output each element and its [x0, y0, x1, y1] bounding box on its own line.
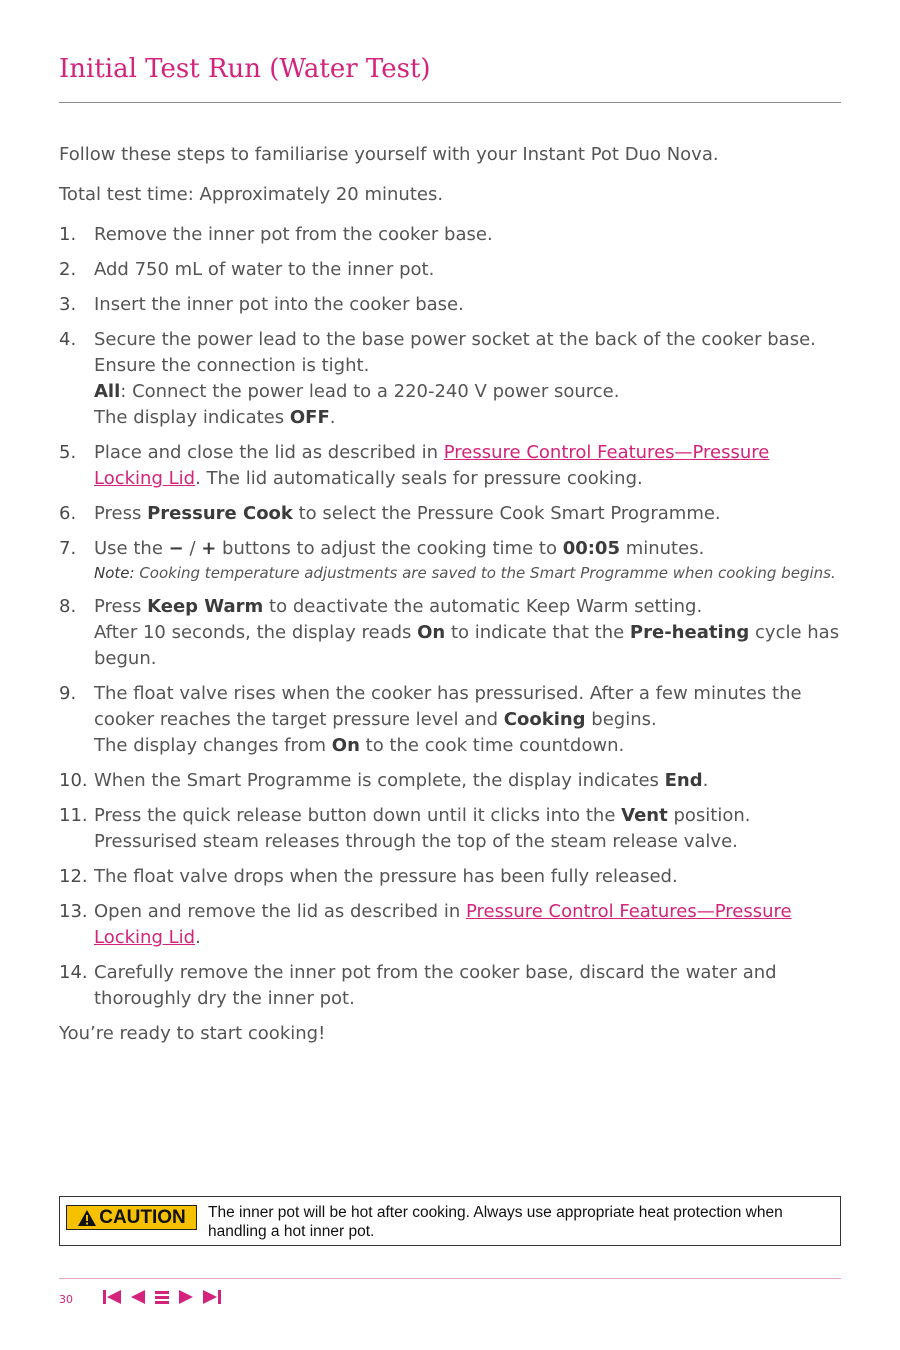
step-number: 9. [59, 683, 77, 704]
step-text: Carefully remove the inner pot from the cooker base, discard the water and thoroughly dry the inner pot. [94, 962, 777, 1009]
step-5 [59, 440, 841, 492]
step-text: to indicate that the [445, 622, 630, 643]
first-page-icon[interactable] [102, 1289, 122, 1305]
step-text: Pressurised steam releases through the top of the steam release valve. [94, 831, 738, 852]
pressure-cook-label: Pressure Cook [147, 503, 293, 524]
footer-divider [59, 1278, 841, 1279]
cooking-label: Cooking [503, 709, 586, 730]
page-number: 30 [59, 1293, 73, 1306]
title-divider [59, 102, 841, 103]
pressure-locking-lid-link[interactable]: Pressure Control Features—Pressure Locking Lid [94, 442, 770, 489]
time-value: 00:05 [562, 538, 620, 559]
step-text: . The lid automatically seals for pressure cooking. [195, 468, 643, 489]
step-text: position. [667, 805, 751, 826]
step-number: 4. [59, 329, 77, 350]
step-text: cycle has begun. [94, 622, 840, 669]
caution-box [59, 1196, 841, 1246]
display-value-end: End [664, 770, 703, 791]
step-text: . [702, 770, 709, 791]
display-value-on: On [331, 735, 360, 756]
step-text: Open and remove the lid as described in [94, 901, 466, 922]
step-number: 2. [59, 259, 77, 280]
step-text: / [183, 538, 202, 559]
page-title: Initial Test Run (Water Test) [59, 54, 431, 84]
pre-heating-label: Pre-heating [629, 622, 750, 643]
step-number: 11. [59, 805, 88, 826]
total-time-text: Total test time: Approximately 20 minutes. [59, 184, 444, 205]
vent-label: Vent [621, 805, 668, 826]
step-text: The display indicates [94, 407, 290, 428]
step-text: Press the quick release button down until it clicks into the [94, 805, 622, 826]
step-number: 1. [59, 224, 77, 245]
step-text: Remove the inner pot from the cooker base. [94, 224, 493, 245]
step-3 [59, 292, 841, 318]
step-13 [59, 899, 841, 951]
display-value-off: OFF [289, 407, 330, 428]
step-text: The float valve rises when the cooker has pressurised. After a few minutes the cooker reaches the target pressure level and [94, 683, 802, 730]
keep-warm-label: Keep Warm [147, 596, 264, 617]
step-9 [59, 681, 841, 759]
display-value-on: On [417, 622, 446, 643]
step-text: to the cook time countdown. [359, 735, 625, 756]
step-7 [59, 536, 841, 585]
note-label: Note: [94, 564, 135, 582]
step-text: Use the [94, 538, 169, 559]
step-text: Secure the power lead to the base power socket at the back of the cooker base. Ensure the connection is tight. [94, 329, 816, 376]
page-navigation [102, 1289, 222, 1305]
main-content [59, 142, 841, 1061]
step-number: 5. [59, 442, 77, 463]
step-number: 6. [59, 503, 77, 524]
step-text: to select the Pressure Cook Smart Programme. [292, 503, 721, 524]
table-of-contents-icon[interactable] [154, 1289, 170, 1305]
step-number: 12. [59, 866, 88, 887]
step-number: 10. [59, 770, 88, 791]
step-6 [59, 501, 841, 527]
step-text: buttons to adjust the cooking time to [216, 538, 563, 559]
step-number: 8. [59, 596, 77, 617]
step-number: 7. [59, 538, 77, 559]
pressure-locking-lid-link[interactable]: Pressure Control Features—Pressure Locking Lid [94, 901, 792, 948]
step-text: The float valve drops when the pressure has been fully released. [94, 866, 678, 887]
step-1 [59, 222, 841, 248]
step-14 [59, 960, 841, 1012]
step-text: . [195, 927, 201, 948]
step-text: minutes. [619, 538, 705, 559]
caution-text: The inner pot will be hot after cooking. Always use appropriate heat protection when handling a hot inner pot. [208, 1204, 783, 1240]
step-number: 14. [59, 962, 88, 983]
last-page-icon[interactable] [202, 1289, 222, 1305]
steps-list [59, 222, 841, 1012]
step-text: Insert the inner pot into the cooker base. [94, 294, 464, 315]
previous-page-icon[interactable] [130, 1289, 146, 1305]
step-text: begins. [585, 709, 657, 730]
step-text: Add 750 mL of water to the inner pot. [94, 259, 435, 280]
caution-label: CAUTION [99, 1206, 186, 1228]
minus-button-label: − [168, 538, 184, 559]
step-number: 13. [59, 901, 88, 922]
closing-text: You’re ready to start cooking! [59, 1023, 326, 1044]
intro-text: Follow these steps to familiarise yourself with your Instant Pot Duo Nova. [59, 144, 719, 165]
step-text: : Connect the power lead to a 220-240 V power source. [120, 381, 620, 402]
step-text: After 10 seconds, the display reads [94, 622, 418, 643]
step-text: Press [94, 503, 148, 524]
step-text: to deactivate the automatic Keep Warm setting. [263, 596, 703, 617]
region-label: All [94, 381, 121, 402]
step-text: Place and close the lid as described in [94, 442, 444, 463]
step-text: The display changes from [94, 735, 332, 756]
warning-triangle-icon [77, 1209, 97, 1227]
note-text: Cooking temperature adjustments are saved to the Smart Programme when cooking begins. [134, 564, 836, 582]
step-10 [59, 768, 841, 794]
caution-badge [66, 1205, 197, 1230]
step-number: 3. [59, 294, 77, 315]
step-text: . [329, 407, 336, 428]
step-11 [59, 803, 841, 855]
step-2 [59, 257, 841, 283]
step-8 [59, 594, 841, 672]
step-4 [59, 327, 841, 431]
note [94, 562, 841, 585]
next-page-icon[interactable] [178, 1289, 194, 1305]
step-text: Press [94, 596, 148, 617]
step-text: When the Smart Programme is complete, the display indicates [94, 770, 665, 791]
step-12 [59, 864, 841, 890]
plus-button-label: + [201, 538, 217, 559]
